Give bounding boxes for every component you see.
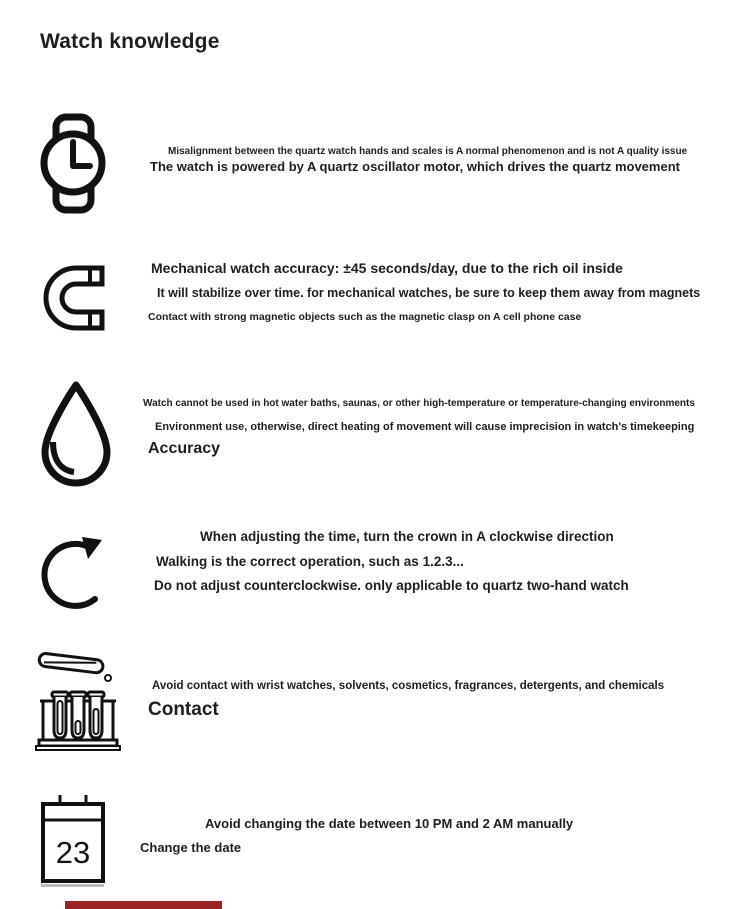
bottom-accent-bar xyxy=(65,901,222,909)
clockwise-subtext: Walking is the correct operation, such as 1.2.3... xyxy=(156,554,464,569)
wristwatch-icon xyxy=(40,113,106,219)
magnet-subtext: It will stabilize over time. for mechanical watches, be sure to keep them away from magnets xyxy=(157,286,701,300)
calendar-day-number: 23 xyxy=(55,835,91,870)
temperature-note: Watch cannot be used in hot water baths, saunas, or other high-temperature or temperature-changing environments xyxy=(143,398,695,409)
chemicals-note: Avoid contact with wrist watches, solvents, cosmetics, fragrances, detergents, and chemicals xyxy=(152,680,665,692)
page-title: Watch knowledge xyxy=(40,30,220,53)
quartz-note: Misalignment between the quartz watch hands and scales is A normal phenomenon and is not A quality issue xyxy=(168,146,688,157)
calendar-shadow xyxy=(41,884,104,887)
accuracy-label: Accuracy xyxy=(148,440,221,457)
clockwise-warning: Do not adjust counterclockwise. only applicable to quartz two-hand watch xyxy=(154,578,629,593)
date-change-heading: Avoid changing the date between 10 PM and 2 AM manually xyxy=(205,816,574,831)
test-tubes-icon xyxy=(34,648,122,757)
clockwise-heading: When adjusting the time, turn the crown in A clockwise direction xyxy=(200,529,614,544)
quartz-main-text: The watch is powered by A quartz oscillator motor, which drives the quartz movement xyxy=(150,159,680,174)
magnet-note: Contact with strong magnetic objects such as the magnetic clasp on A cell phone case xyxy=(148,311,582,323)
water-drop-icon xyxy=(38,379,114,492)
clockwise-arrow-icon xyxy=(36,527,120,620)
date-change-label: Change the date xyxy=(140,840,242,855)
magnet-heading: Mechanical watch accuracy: ±45 seconds/day, due to the rich oil inside xyxy=(151,260,623,276)
contact-label: Contact xyxy=(148,699,219,720)
magnet-icon xyxy=(38,263,108,338)
temperature-subtext: Environment use, otherwise, direct heating of movement will cause imprecision in watch's timekeeping xyxy=(155,421,695,433)
